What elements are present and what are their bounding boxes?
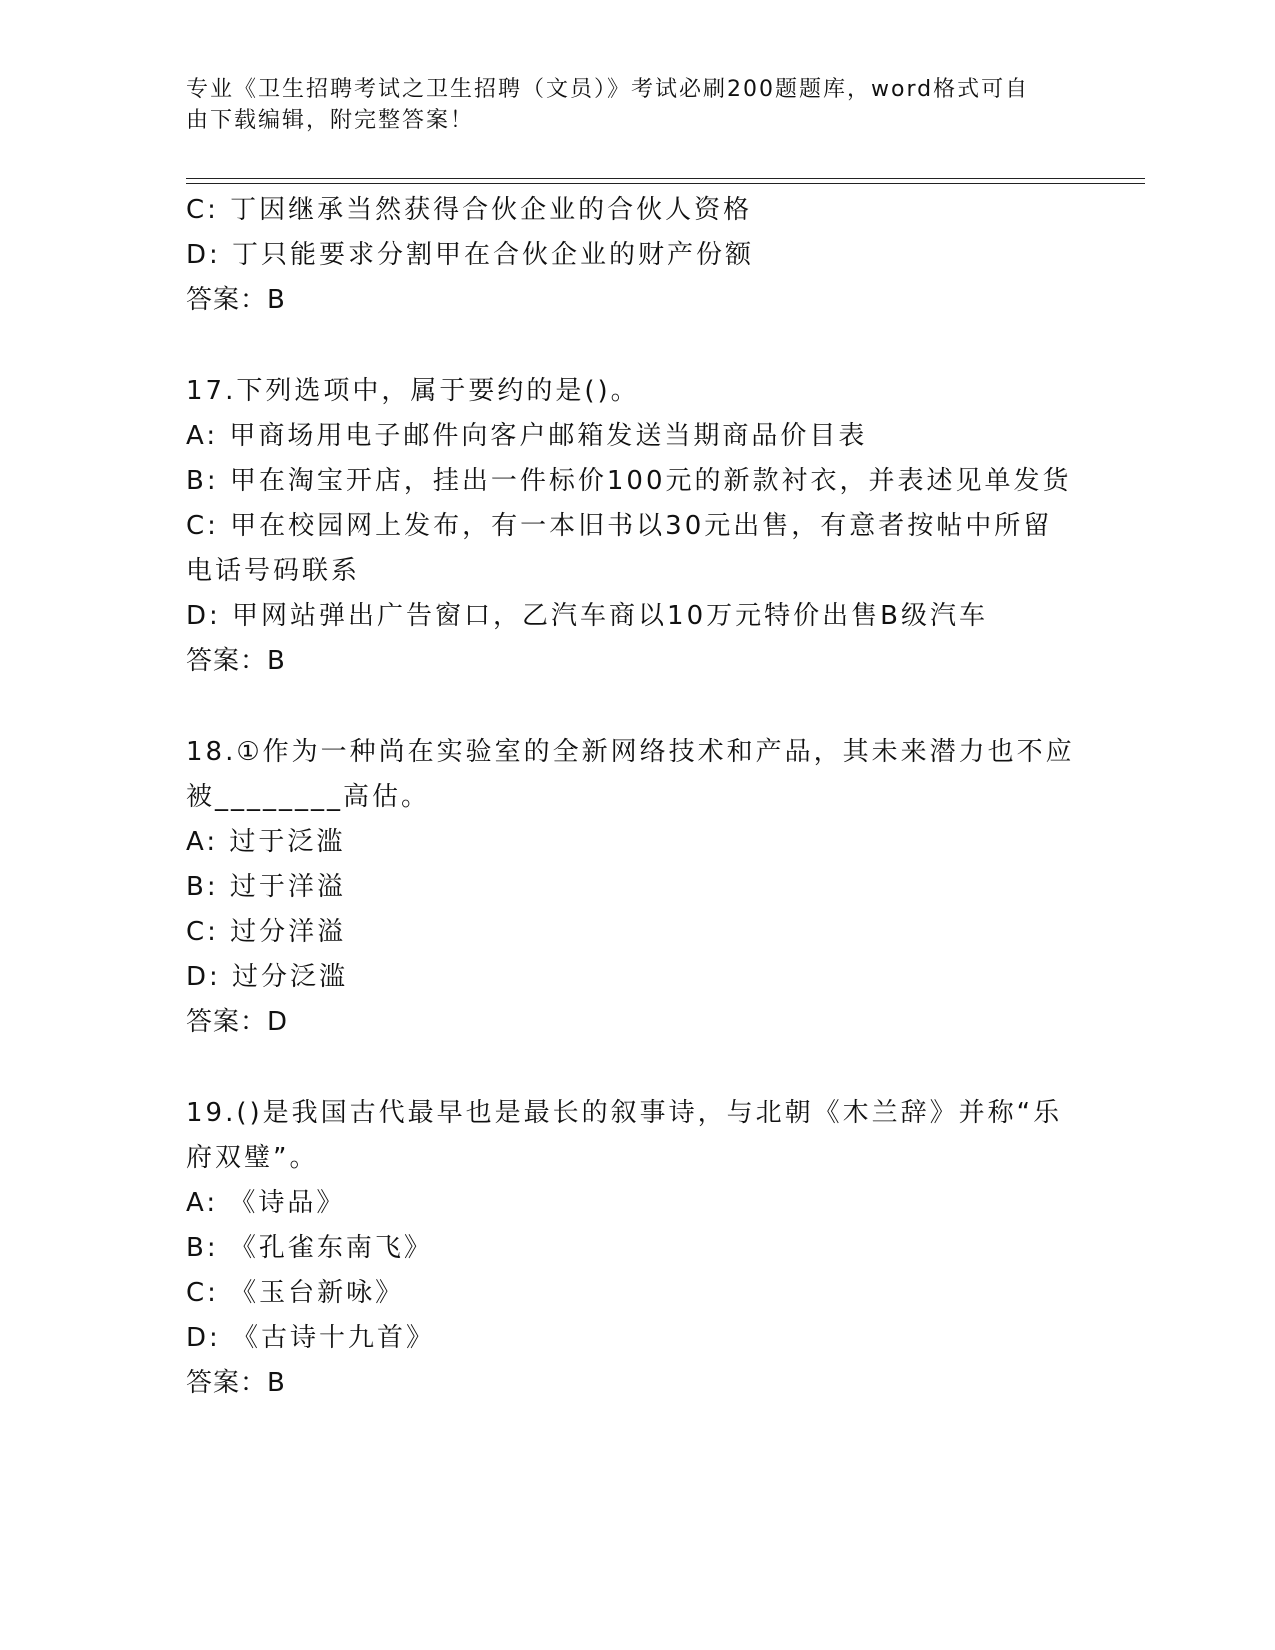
question-stem-continuation: 府双璧”。 [186, 1143, 319, 1173]
question-spacer [186, 323, 1086, 369]
answer-line: 答案：B [186, 285, 286, 315]
question-list [186, 188, 1086, 1406]
question-spacer [186, 684, 1086, 730]
header-title-line-2: 由下载编辑，附完整答案！ [186, 108, 475, 133]
option-c: C: 甲在校园网上发布，有一本旧书以30元出售，有意者按帖中所留 [186, 511, 1053, 541]
option-b: B: 甲在淘宝开店，挂出一件标价100元的新款衬衣，并表述见单发货 [186, 466, 1072, 496]
question-block-17 [186, 369, 1086, 684]
option-a: A: 甲商场用电子邮件向客户邮箱发送当期商品价目表 [186, 421, 868, 451]
question-block-previous [186, 188, 1086, 323]
question-stem: 17.下列选项中，属于要约的是()。 [186, 376, 640, 406]
header-divider-bottom [186, 183, 1145, 184]
option-c: C: 《玉台新咏》 [186, 1278, 405, 1308]
answer-line: 答案：D [186, 1007, 289, 1037]
answer-line: 答案：B [186, 646, 286, 676]
option-d: D: 丁只能要求分割甲在合伙企业的财产份额 [186, 240, 755, 270]
option-c-continuation: 电话号码联系 [186, 556, 361, 586]
option-d: D: 甲网站弹出广告窗口，乙汽车商以10万元特价出售B级汽车 [186, 601, 988, 631]
header-title-line-1: 专业《卫生招聘考试之卫生招聘（文员）》考试必刷200题题库，word格式可自 [186, 77, 1030, 102]
question-block-18 [186, 730, 1086, 1045]
question-stem: 18.①作为一种尚在实验室的全新网络技术和产品，其未来潜力也不应 [186, 737, 1075, 767]
option-c: C: 过分洋溢 [186, 917, 347, 947]
question-block-19 [186, 1091, 1086, 1406]
option-a: A: 《诗品》 [186, 1188, 346, 1218]
option-d: D: 过分泛滥 [186, 962, 349, 992]
answer-line: 答案：B [186, 1368, 286, 1398]
option-b: B: 过于洋溢 [186, 872, 346, 902]
option-d: D: 《古诗十九首》 [186, 1323, 436, 1353]
question-stem: 19.()是我国古代最早也是最长的叙事诗，与北朝《木兰辞》并称“乐 [186, 1098, 1063, 1128]
document-header [186, 74, 1066, 136]
question-spacer [186, 1045, 1086, 1091]
option-b: B: 《孔雀东南飞》 [186, 1233, 433, 1263]
question-stem-continuation: 被________高估。 [186, 782, 431, 812]
header-divider-top [186, 178, 1145, 179]
option-c: C: 丁因继承当然获得合伙企业的合伙人资格 [186, 195, 753, 225]
option-a: A: 过于泛滥 [186, 827, 346, 857]
